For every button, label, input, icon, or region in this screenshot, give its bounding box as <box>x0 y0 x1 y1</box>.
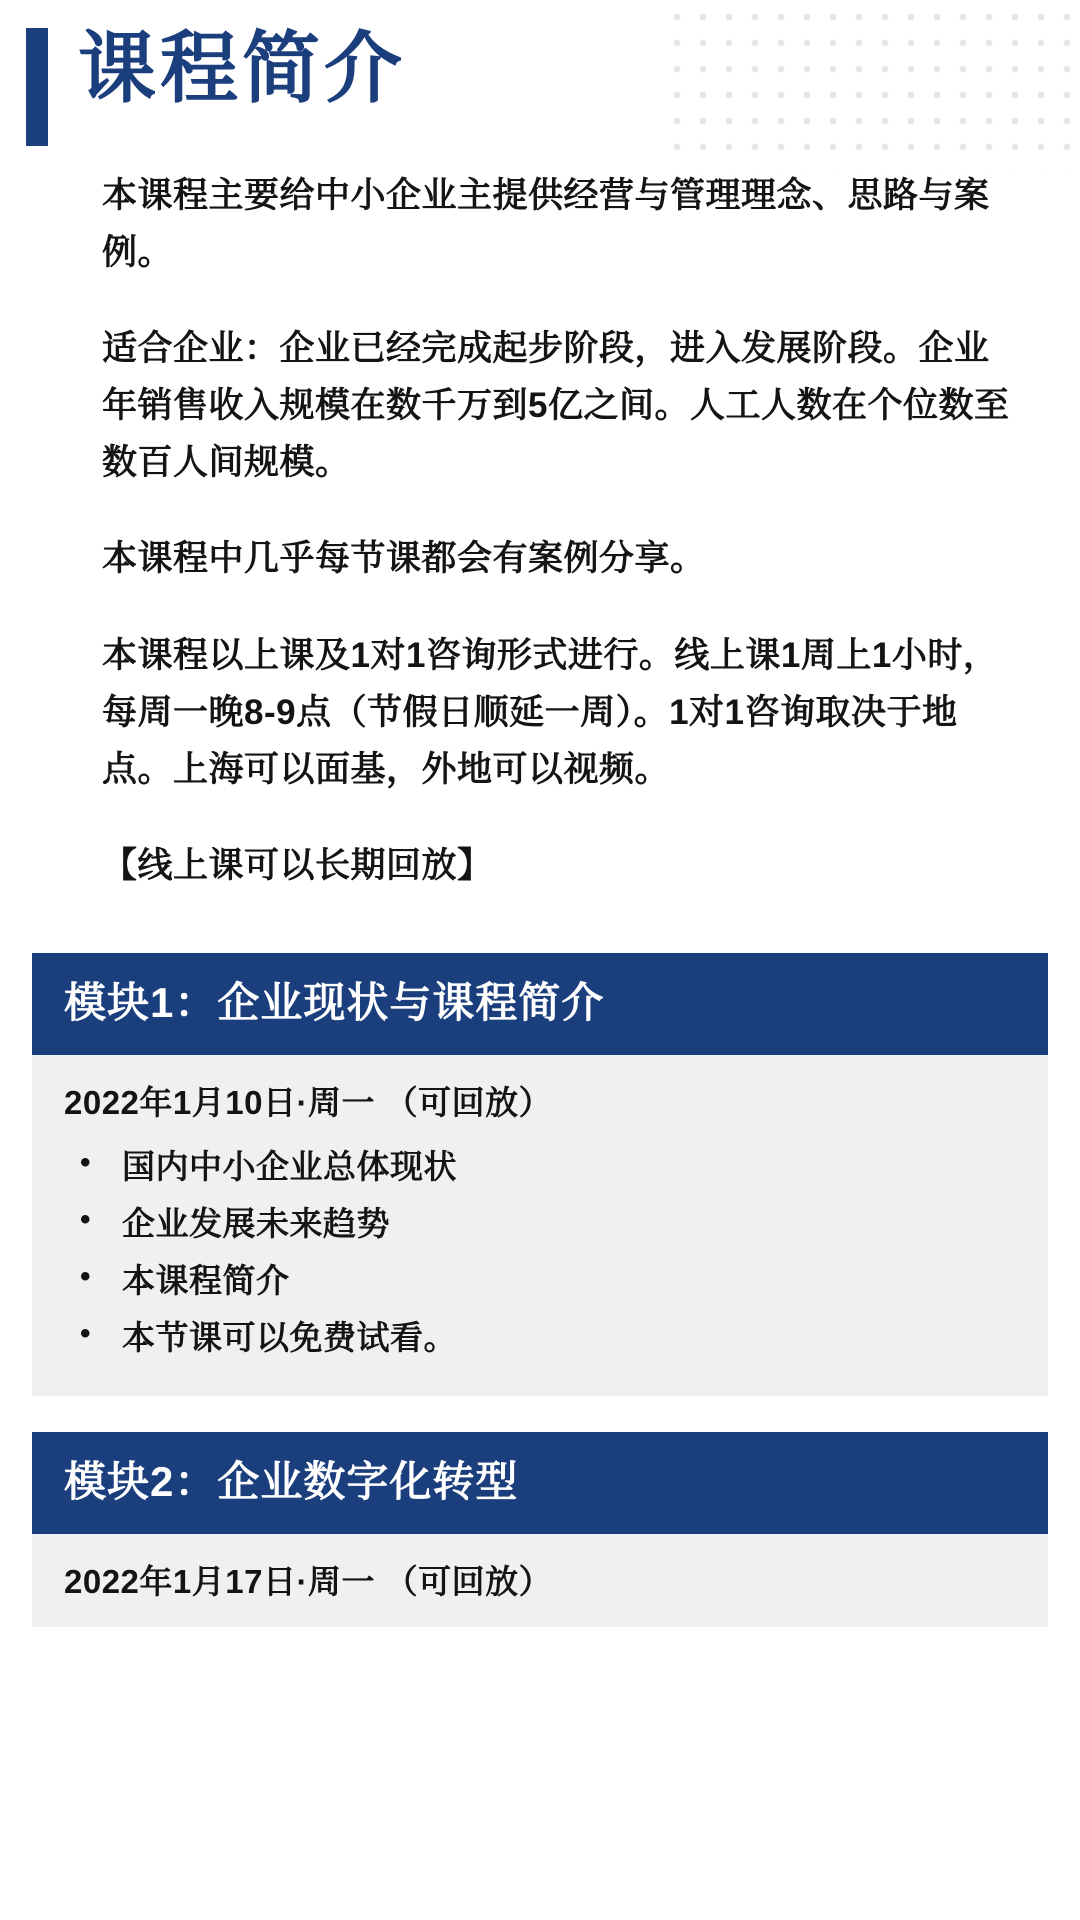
list-item: • 企业发展未来趋势 <box>64 1195 1016 1252</box>
intro-paragraph-4: 本课程以上课及1对1咨询形式进行。线上课1周上1小时，每周一晚8-9点（节假日顺延一周）。1对1咨询取决于地点。上海可以面基，外地可以视频。 <box>102 636 999 789</box>
module-body <box>32 1534 1048 1627</box>
list-item: • 本节课可以免费试看。 <box>64 1309 1016 1366</box>
module-date: 2022年1月17日·周一 （可回放） <box>64 1563 553 1601</box>
module-topic-list <box>64 1138 1016 1366</box>
intro-section <box>0 146 1080 895</box>
module-title: 模块1：企业现状与课程简介 <box>32 953 1048 1055</box>
list-item: • 国内中小企业总体现状 <box>64 1138 1016 1195</box>
intro-paragraph-5: 【线上课可以长期回放】 <box>102 846 493 886</box>
intro-paragraph-3: 本课程中几乎每节课都会有案例分享。 <box>102 539 706 579</box>
module-date: 2022年1月10日·周一 （可回放） <box>64 1084 553 1122</box>
page-title: 课程简介 <box>78 24 407 112</box>
page-header <box>0 0 1080 146</box>
header-accent-bar <box>26 28 48 146</box>
intro-paragraph-1: 本课程主要给中小企业主提供经营与管理理念、思路与案例。 <box>102 176 990 272</box>
module-card <box>32 1432 1048 1627</box>
module-list <box>0 953 1080 1628</box>
module-title: 模块2：企业数字化转型 <box>32 1432 1048 1534</box>
module-card <box>32 953 1048 1396</box>
intro-paragraph-2: 适合企业：企业已经完成起步阶段，进入发展阶段。企业年销售收入规模在数千万到5亿之间。人工人数在个位数至数百人间规模。 <box>102 329 1010 482</box>
module-body <box>32 1055 1048 1396</box>
list-item: • 本课程简介 <box>64 1252 1016 1309</box>
